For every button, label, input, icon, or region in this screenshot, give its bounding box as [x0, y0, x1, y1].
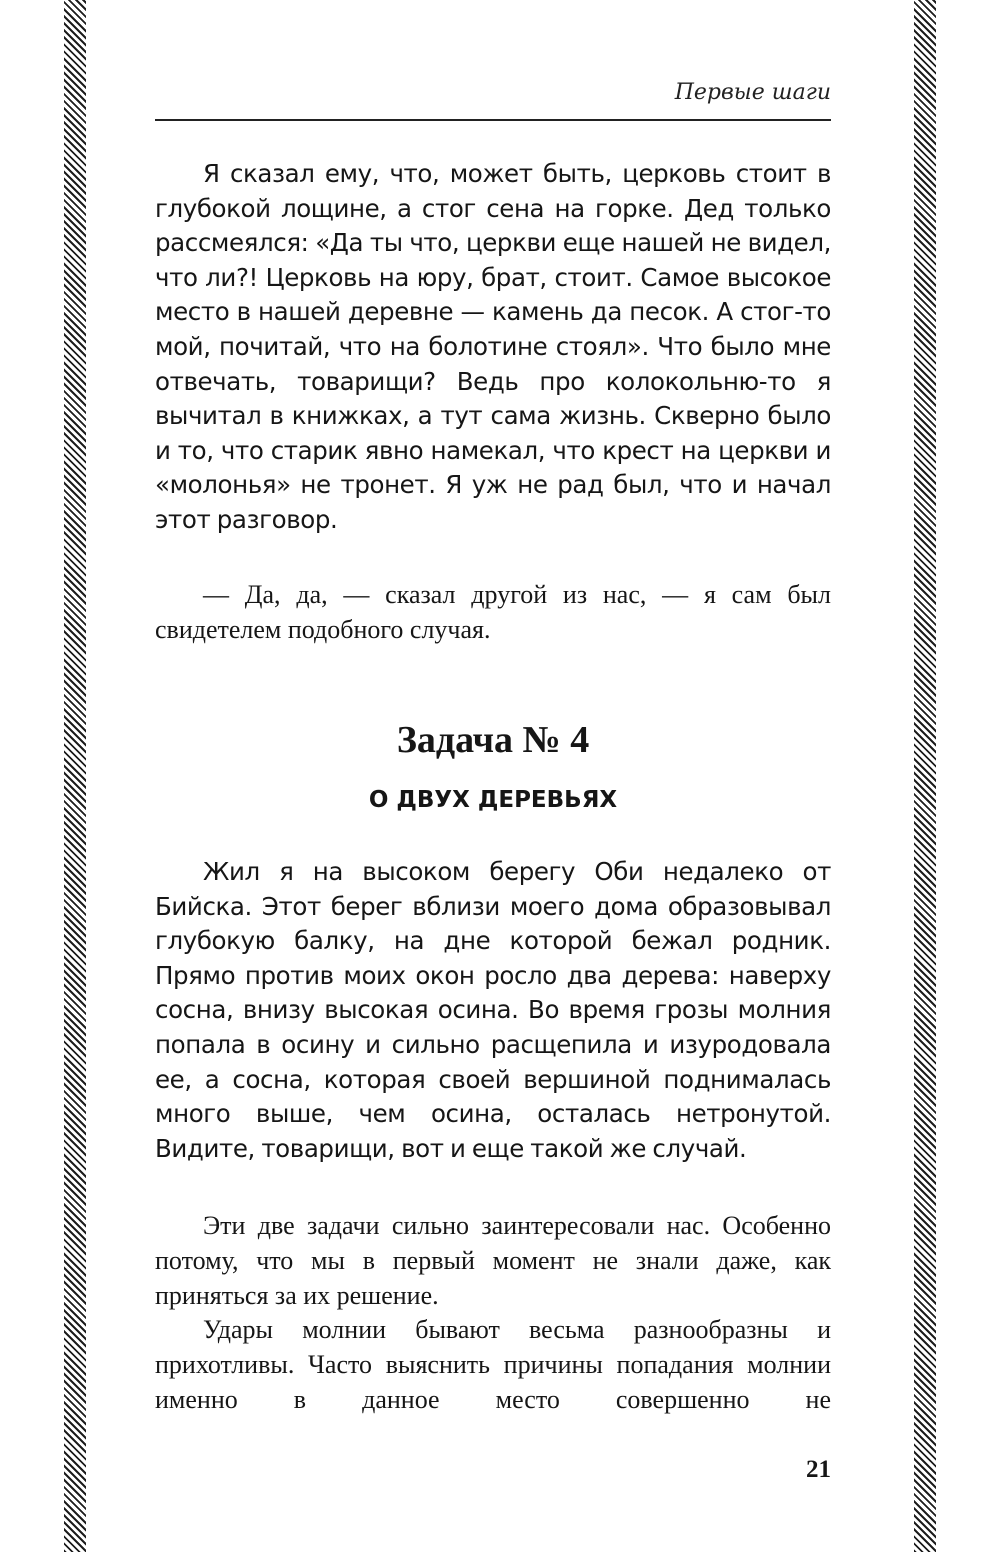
narration-paragraph-lightning: Удары молнии бывают весьма разнообразны и прихотливы. Часто выяснить причины попадания молнии именно в данное место совершенно не	[155, 1315, 831, 1414]
task-subtitle: О ДВУХ ДЕРЕВЬЯХ	[368, 787, 618, 813]
story-paragraph-church: Я сказал ему, что, может быть, церковь стоит в глубокой лощине, а стог сена на горке. Дед только рассмеялся: «Да ты что, церкви еще нашей не видел, что ли?! Церковь на юру, брат, стоит. Самое высокое место в нашей деревне — камень да песок. А стог-то мой, почитай, что на болотине стоял». Что было мне отвечать, товарищи? Ведь про колокольню-то я вычитал в книжках, а тут сама жизнь. Скверно было и то, что старик явно намекал, что крест на церкви и «молонья» не тронет. Я уж не рад был, что и начал этот разговор.	[155, 159, 831, 534]
page-number: 21	[806, 1456, 831, 1483]
running-head: Первые шаги	[674, 80, 831, 105]
left-decorative-border	[64, 0, 86, 1552]
task-title: Задача № 4	[396, 719, 590, 761]
right-decorative-border	[914, 0, 936, 1552]
header-rule	[155, 119, 831, 121]
narration-paragraph-interest: Эти две задачи сильно заинтересовали нас. Особенно потому, что мы в первый момент не знали даже, как приняться за их решение.	[155, 1211, 831, 1310]
narration-paragraph-witness: — Да, да, — сказал другой из нас, — я сам был свидетелем подобного случая.	[155, 580, 831, 644]
book-page	[155, 0, 831, 1552]
story-paragraph-trees: Жил я на высоком берегу Оби недалеко от Бийска. Этот берег вблизи моего дома образовывал глубокую балку, на дне которой бежал родник. Прямо против моих окон росло два дерева: наверху сосна, внизу высокая осина. Во время грозы молния попала в осину и сильно расщепила и изуродовала ее, а сосна, которая своей вершиной поднималась много выше, чем осина, осталась нетронутой. Видите, товарищи, вот и еще такой же случай.	[155, 857, 831, 1163]
